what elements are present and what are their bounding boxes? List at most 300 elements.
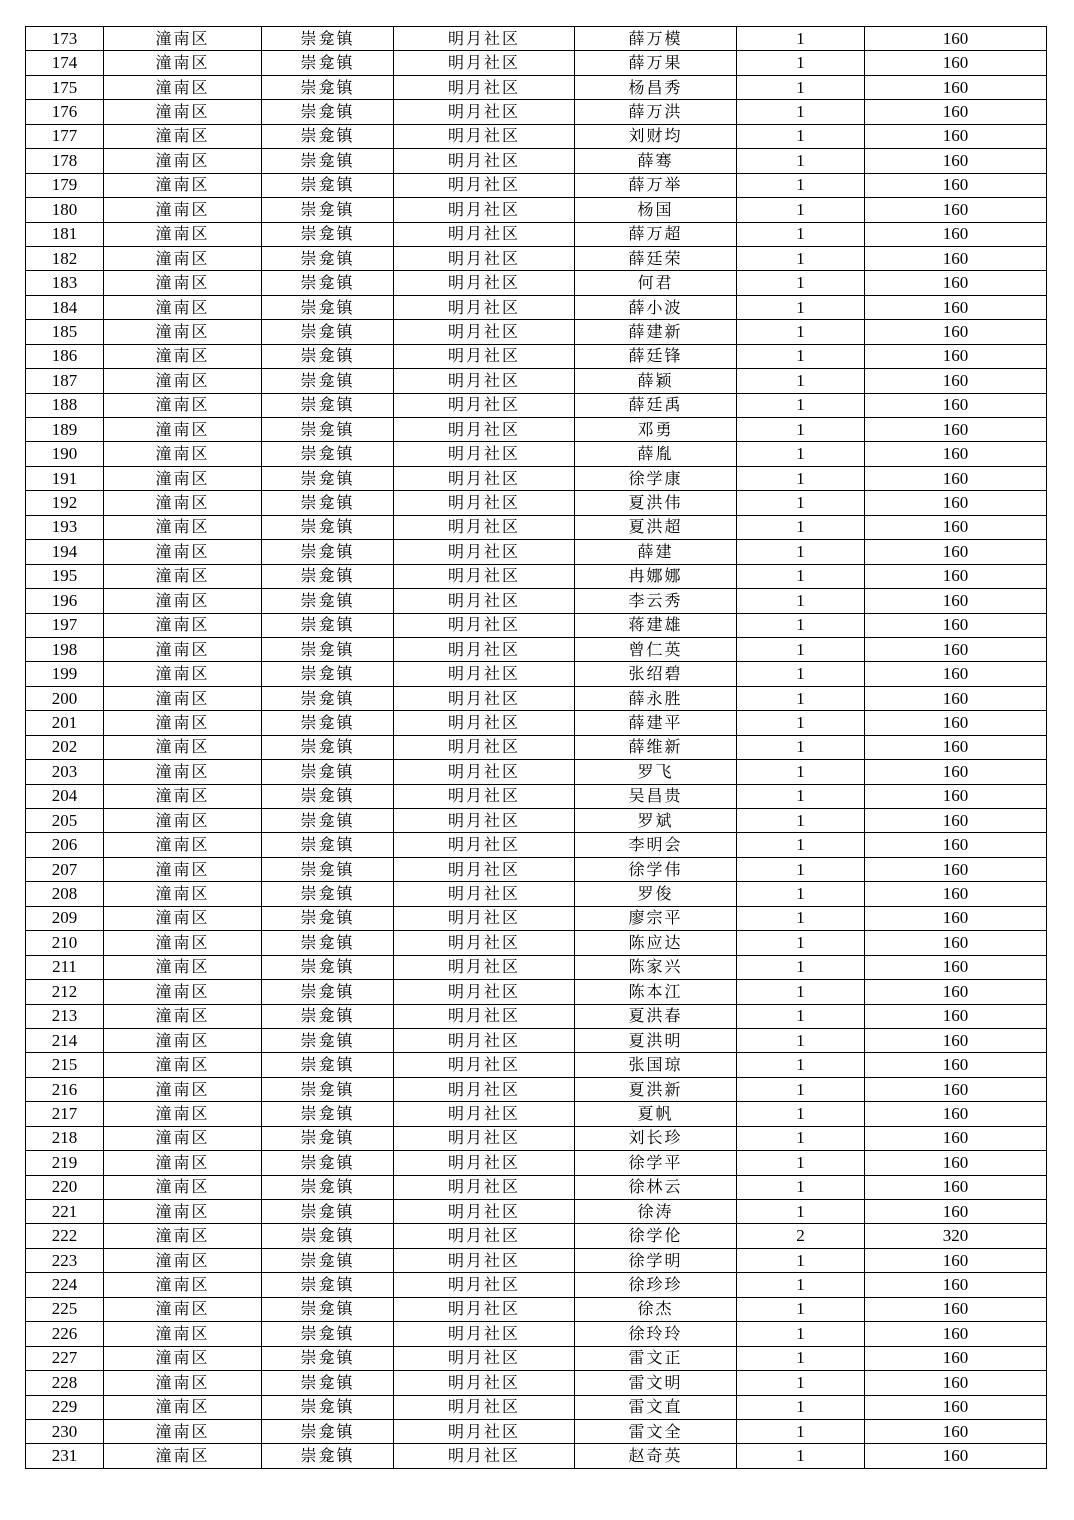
community-cell: 明月社区 <box>394 1224 575 1248</box>
amount-cell: 160 <box>865 760 1047 784</box>
row-number-cell: 213 <box>26 1004 104 1028</box>
district-cell: 潼南区 <box>104 637 262 661</box>
row-number-cell: 210 <box>26 931 104 955</box>
row-number-cell: 224 <box>26 1273 104 1297</box>
table-row <box>26 857 1047 881</box>
community-cell: 明月社区 <box>394 760 575 784</box>
district-cell: 潼南区 <box>104 222 262 246</box>
table-row <box>26 344 1047 368</box>
person-name-cell: 刘财均 <box>575 124 737 148</box>
row-number-cell: 206 <box>26 833 104 857</box>
town-cell: 崇龛镇 <box>262 173 394 197</box>
amount-cell: 160 <box>865 51 1047 75</box>
row-number-cell: 218 <box>26 1126 104 1150</box>
community-cell: 明月社区 <box>394 418 575 442</box>
row-number-cell: 178 <box>26 149 104 173</box>
town-cell: 崇龛镇 <box>262 686 394 710</box>
amount-cell: 160 <box>865 344 1047 368</box>
community-cell: 明月社区 <box>394 784 575 808</box>
count-cell: 1 <box>737 735 865 759</box>
person-name-cell: 徐林云 <box>575 1175 737 1199</box>
table-row <box>26 1028 1047 1052</box>
count-cell: 1 <box>737 1102 865 1126</box>
town-cell: 崇龛镇 <box>262 760 394 784</box>
community-cell: 明月社区 <box>394 1175 575 1199</box>
district-cell: 潼南区 <box>104 882 262 906</box>
town-cell: 崇龛镇 <box>262 857 394 881</box>
town-cell: 崇龛镇 <box>262 735 394 759</box>
table-row <box>26 1004 1047 1028</box>
community-cell: 明月社区 <box>394 173 575 197</box>
person-name-cell: 徐杰 <box>575 1297 737 1321</box>
subsidy-table <box>25 26 1047 1469</box>
town-cell: 崇龛镇 <box>262 369 394 393</box>
amount-cell: 160 <box>865 711 1047 735</box>
amount-cell: 160 <box>865 931 1047 955</box>
person-name-cell: 罗俊 <box>575 882 737 906</box>
amount-cell: 160 <box>865 27 1047 51</box>
amount-cell: 160 <box>865 1444 1047 1468</box>
table-row <box>26 540 1047 564</box>
table-row <box>26 1248 1047 1272</box>
count-cell: 1 <box>737 369 865 393</box>
town-cell: 崇龛镇 <box>262 1297 394 1321</box>
district-cell: 潼南区 <box>104 1053 262 1077</box>
person-name-cell: 薛骞 <box>575 149 737 173</box>
amount-cell: 160 <box>865 1175 1047 1199</box>
person-name-cell: 薛廷禹 <box>575 393 737 417</box>
person-name-cell: 刘长珍 <box>575 1126 737 1150</box>
district-cell: 潼南区 <box>104 662 262 686</box>
community-cell: 明月社区 <box>394 491 575 515</box>
row-number-cell: 177 <box>26 124 104 148</box>
community-cell: 明月社区 <box>394 980 575 1004</box>
community-cell: 明月社区 <box>394 735 575 759</box>
person-name-cell: 陈应达 <box>575 931 737 955</box>
town-cell: 崇龛镇 <box>262 1200 394 1224</box>
table-row <box>26 222 1047 246</box>
district-cell: 潼南区 <box>104 369 262 393</box>
town-cell: 崇龛镇 <box>262 613 394 637</box>
community-cell: 明月社区 <box>394 149 575 173</box>
town-cell: 崇龛镇 <box>262 295 394 319</box>
table-row <box>26 173 1047 197</box>
row-number-cell: 227 <box>26 1346 104 1370</box>
row-number-cell: 192 <box>26 491 104 515</box>
table-row <box>26 1200 1047 1224</box>
community-cell: 明月社区 <box>394 1151 575 1175</box>
town-cell: 崇龛镇 <box>262 198 394 222</box>
community-cell: 明月社区 <box>394 295 575 319</box>
community-cell: 明月社区 <box>394 1028 575 1052</box>
person-name-cell: 徐珍珍 <box>575 1273 737 1297</box>
table-row <box>26 955 1047 979</box>
community-cell: 明月社区 <box>394 637 575 661</box>
row-number-cell: 216 <box>26 1077 104 1101</box>
community-cell: 明月社区 <box>394 1126 575 1150</box>
row-number-cell: 179 <box>26 173 104 197</box>
community-cell: 明月社区 <box>394 1053 575 1077</box>
town-cell: 崇龛镇 <box>262 466 394 490</box>
town-cell: 崇龛镇 <box>262 564 394 588</box>
district-cell: 潼南区 <box>104 735 262 759</box>
person-name-cell: 夏洪伟 <box>575 491 737 515</box>
row-number-cell: 195 <box>26 564 104 588</box>
amount-cell: 160 <box>865 1273 1047 1297</box>
town-cell: 崇龛镇 <box>262 980 394 1004</box>
amount-cell: 160 <box>865 246 1047 270</box>
row-number-cell: 176 <box>26 100 104 124</box>
table-row <box>26 1175 1047 1199</box>
person-name-cell: 徐学平 <box>575 1151 737 1175</box>
count-cell: 1 <box>737 320 865 344</box>
table-row <box>26 1102 1047 1126</box>
count-cell: 1 <box>737 51 865 75</box>
count-cell: 1 <box>737 833 865 857</box>
person-name-cell: 罗飞 <box>575 760 737 784</box>
district-cell: 潼南区 <box>104 51 262 75</box>
town-cell: 崇龛镇 <box>262 1273 394 1297</box>
table-row <box>26 1151 1047 1175</box>
town-cell: 崇龛镇 <box>262 540 394 564</box>
community-cell: 明月社区 <box>394 1444 575 1468</box>
person-name-cell: 夏洪春 <box>575 1004 737 1028</box>
community-cell: 明月社区 <box>394 906 575 930</box>
table-row <box>26 1346 1047 1370</box>
person-name-cell: 薛建新 <box>575 320 737 344</box>
person-name-cell: 薛颖 <box>575 369 737 393</box>
count-cell: 1 <box>737 564 865 588</box>
table-row <box>26 931 1047 955</box>
community-cell: 明月社区 <box>394 857 575 881</box>
town-cell: 崇龛镇 <box>262 515 394 539</box>
community-cell: 明月社区 <box>394 1077 575 1101</box>
table-row <box>26 1077 1047 1101</box>
person-name-cell: 杨昌秀 <box>575 75 737 99</box>
district-cell: 潼南区 <box>104 393 262 417</box>
town-cell: 崇龛镇 <box>262 809 394 833</box>
person-name-cell: 夏洪超 <box>575 515 737 539</box>
community-cell: 明月社区 <box>394 100 575 124</box>
row-number-cell: 175 <box>26 75 104 99</box>
district-cell: 潼南区 <box>104 1371 262 1395</box>
count-cell: 1 <box>737 1126 865 1150</box>
person-name-cell: 徐学伟 <box>575 857 737 881</box>
person-name-cell: 李明会 <box>575 833 737 857</box>
table-row <box>26 882 1047 906</box>
district-cell: 潼南区 <box>104 271 262 295</box>
community-cell: 明月社区 <box>394 1273 575 1297</box>
community-cell: 明月社区 <box>394 222 575 246</box>
town-cell: 崇龛镇 <box>262 75 394 99</box>
district-cell: 潼南区 <box>104 344 262 368</box>
count-cell: 1 <box>737 222 865 246</box>
amount-cell: 160 <box>865 662 1047 686</box>
community-cell: 明月社区 <box>394 711 575 735</box>
amount-cell: 160 <box>865 75 1047 99</box>
district-cell: 潼南区 <box>104 1273 262 1297</box>
community-cell: 明月社区 <box>394 1346 575 1370</box>
count-cell: 1 <box>737 1077 865 1101</box>
community-cell: 明月社区 <box>394 1395 575 1419</box>
district-cell: 潼南区 <box>104 711 262 735</box>
district-cell: 潼南区 <box>104 1297 262 1321</box>
person-name-cell: 张国琼 <box>575 1053 737 1077</box>
count-cell: 1 <box>737 344 865 368</box>
table-row <box>26 784 1047 808</box>
count-cell: 1 <box>737 1444 865 1468</box>
table-row <box>26 906 1047 930</box>
community-cell: 明月社区 <box>394 515 575 539</box>
row-number-cell: 231 <box>26 1444 104 1468</box>
row-number-cell: 225 <box>26 1297 104 1321</box>
town-cell: 崇龛镇 <box>262 1175 394 1199</box>
table-row <box>26 1444 1047 1468</box>
person-name-cell: 廖宗平 <box>575 906 737 930</box>
community-cell: 明月社区 <box>394 1371 575 1395</box>
town-cell: 崇龛镇 <box>262 418 394 442</box>
amount-cell: 160 <box>865 809 1047 833</box>
district-cell: 潼南区 <box>104 1077 262 1101</box>
town-cell: 崇龛镇 <box>262 784 394 808</box>
table-row <box>26 686 1047 710</box>
count-cell: 1 <box>737 589 865 613</box>
count-cell: 1 <box>737 1322 865 1346</box>
count-cell: 1 <box>737 198 865 222</box>
person-name-cell: 薛廷荣 <box>575 246 737 270</box>
count-cell: 1 <box>737 540 865 564</box>
table-row <box>26 466 1047 490</box>
amount-cell: 160 <box>865 1395 1047 1419</box>
row-number-cell: 182 <box>26 246 104 270</box>
person-name-cell: 罗斌 <box>575 809 737 833</box>
row-number-cell: 221 <box>26 1200 104 1224</box>
amount-cell: 160 <box>865 735 1047 759</box>
row-number-cell: 180 <box>26 198 104 222</box>
row-number-cell: 174 <box>26 51 104 75</box>
table-row <box>26 613 1047 637</box>
town-cell: 崇龛镇 <box>262 393 394 417</box>
count-cell: 1 <box>737 637 865 661</box>
amount-cell: 160 <box>865 955 1047 979</box>
person-name-cell: 薛建 <box>575 540 737 564</box>
count-cell: 1 <box>737 686 865 710</box>
community-cell: 明月社区 <box>394 564 575 588</box>
table-row <box>26 637 1047 661</box>
row-number-cell: 215 <box>26 1053 104 1077</box>
table-row <box>26 198 1047 222</box>
row-number-cell: 223 <box>26 1248 104 1272</box>
district-cell: 潼南区 <box>104 491 262 515</box>
town-cell: 崇龛镇 <box>262 51 394 75</box>
count-cell: 1 <box>737 809 865 833</box>
table-row <box>26 1053 1047 1077</box>
person-name-cell: 李云秀 <box>575 589 737 613</box>
amount-cell: 160 <box>865 100 1047 124</box>
town-cell: 崇龛镇 <box>262 246 394 270</box>
table-row <box>26 75 1047 99</box>
district-cell: 潼南区 <box>104 686 262 710</box>
district-cell: 潼南区 <box>104 295 262 319</box>
amount-cell: 160 <box>865 882 1047 906</box>
town-cell: 崇龛镇 <box>262 320 394 344</box>
amount-cell: 160 <box>865 393 1047 417</box>
amount-cell: 160 <box>865 320 1047 344</box>
count-cell: 1 <box>737 1248 865 1272</box>
amount-cell: 160 <box>865 295 1047 319</box>
count-cell: 1 <box>737 882 865 906</box>
row-number-cell: 230 <box>26 1419 104 1443</box>
community-cell: 明月社区 <box>394 662 575 686</box>
town-cell: 崇龛镇 <box>262 27 394 51</box>
district-cell: 潼南区 <box>104 1395 262 1419</box>
person-name-cell: 徐玲玲 <box>575 1322 737 1346</box>
table-body <box>26 27 1047 1469</box>
community-cell: 明月社区 <box>394 686 575 710</box>
amount-cell: 160 <box>865 540 1047 564</box>
table-row <box>26 246 1047 270</box>
district-cell: 潼南区 <box>104 246 262 270</box>
community-cell: 明月社区 <box>394 124 575 148</box>
row-number-cell: 214 <box>26 1028 104 1052</box>
town-cell: 崇龛镇 <box>262 1322 394 1346</box>
row-number-cell: 222 <box>26 1224 104 1248</box>
district-cell: 潼南区 <box>104 1028 262 1052</box>
district-cell: 潼南区 <box>104 100 262 124</box>
row-number-cell: 212 <box>26 980 104 1004</box>
row-number-cell: 209 <box>26 906 104 930</box>
amount-cell: 160 <box>865 1102 1047 1126</box>
person-name-cell: 吴昌贵 <box>575 784 737 808</box>
district-cell: 潼南区 <box>104 1102 262 1126</box>
count-cell: 1 <box>737 491 865 515</box>
row-number-cell: 181 <box>26 222 104 246</box>
district-cell: 潼南区 <box>104 809 262 833</box>
count-cell: 1 <box>737 760 865 784</box>
table-row <box>26 1419 1047 1443</box>
town-cell: 崇龛镇 <box>262 1004 394 1028</box>
district-cell: 潼南区 <box>104 1224 262 1248</box>
row-number-cell: 217 <box>26 1102 104 1126</box>
table-row <box>26 320 1047 344</box>
district-cell: 潼南区 <box>104 589 262 613</box>
community-cell: 明月社区 <box>394 931 575 955</box>
town-cell: 崇龛镇 <box>262 662 394 686</box>
community-cell: 明月社区 <box>394 589 575 613</box>
row-number-cell: 197 <box>26 613 104 637</box>
row-number-cell: 211 <box>26 955 104 979</box>
person-name-cell: 曾仁英 <box>575 637 737 661</box>
amount-cell: 160 <box>865 564 1047 588</box>
table-row <box>26 149 1047 173</box>
district-cell: 潼南区 <box>104 540 262 564</box>
amount-cell: 160 <box>865 833 1047 857</box>
count-cell: 1 <box>737 1297 865 1321</box>
community-cell: 明月社区 <box>394 27 575 51</box>
table-row <box>26 1224 1047 1248</box>
count-cell: 1 <box>737 1175 865 1199</box>
row-number-cell: 198 <box>26 637 104 661</box>
amount-cell: 160 <box>865 1346 1047 1370</box>
community-cell: 明月社区 <box>394 1297 575 1321</box>
district-cell: 潼南区 <box>104 124 262 148</box>
table-row <box>26 295 1047 319</box>
person-name-cell: 徐学伦 <box>575 1224 737 1248</box>
community-cell: 明月社区 <box>394 882 575 906</box>
row-number-cell: 202 <box>26 735 104 759</box>
person-name-cell: 陈本江 <box>575 980 737 1004</box>
table-row <box>26 1371 1047 1395</box>
count-cell: 1 <box>737 466 865 490</box>
community-cell: 明月社区 <box>394 246 575 270</box>
amount-cell: 160 <box>865 686 1047 710</box>
table-row <box>26 369 1047 393</box>
district-cell: 潼南区 <box>104 613 262 637</box>
count-cell: 1 <box>737 1371 865 1395</box>
count-cell: 1 <box>737 1151 865 1175</box>
district-cell: 潼南区 <box>104 1151 262 1175</box>
table-row <box>26 589 1047 613</box>
district-cell: 潼南区 <box>104 1322 262 1346</box>
count-cell: 1 <box>737 295 865 319</box>
district-cell: 潼南区 <box>104 320 262 344</box>
person-name-cell: 薛维新 <box>575 735 737 759</box>
community-cell: 明月社区 <box>394 393 575 417</box>
amount-cell: 160 <box>865 906 1047 930</box>
town-cell: 崇龛镇 <box>262 1053 394 1077</box>
town-cell: 崇龛镇 <box>262 1419 394 1443</box>
count-cell: 1 <box>737 393 865 417</box>
count-cell: 1 <box>737 1419 865 1443</box>
amount-cell: 160 <box>865 271 1047 295</box>
district-cell: 潼南区 <box>104 173 262 197</box>
person-name-cell: 杨国 <box>575 198 737 222</box>
count-cell: 1 <box>737 711 865 735</box>
amount-cell: 160 <box>865 1297 1047 1321</box>
count-cell: 1 <box>737 442 865 466</box>
district-cell: 潼南区 <box>104 1346 262 1370</box>
table-row <box>26 271 1047 295</box>
count-cell: 1 <box>737 27 865 51</box>
row-number-cell: 190 <box>26 442 104 466</box>
count-cell: 1 <box>737 1200 865 1224</box>
town-cell: 崇龛镇 <box>262 344 394 368</box>
row-number-cell: 188 <box>26 393 104 417</box>
community-cell: 明月社区 <box>394 955 575 979</box>
row-number-cell: 183 <box>26 271 104 295</box>
town-cell: 崇龛镇 <box>262 833 394 857</box>
town-cell: 崇龛镇 <box>262 100 394 124</box>
amount-cell: 160 <box>865 1248 1047 1272</box>
row-number-cell: 184 <box>26 295 104 319</box>
table-row <box>26 1126 1047 1150</box>
amount-cell: 160 <box>865 1151 1047 1175</box>
amount-cell: 160 <box>865 442 1047 466</box>
amount-cell: 160 <box>865 198 1047 222</box>
community-cell: 明月社区 <box>394 271 575 295</box>
district-cell: 潼南区 <box>104 418 262 442</box>
district-cell: 潼南区 <box>104 75 262 99</box>
town-cell: 崇龛镇 <box>262 1077 394 1101</box>
count-cell: 1 <box>737 613 865 637</box>
community-cell: 明月社区 <box>394 540 575 564</box>
district-cell: 潼南区 <box>104 833 262 857</box>
count-cell: 1 <box>737 124 865 148</box>
town-cell: 崇龛镇 <box>262 1102 394 1126</box>
district-cell: 潼南区 <box>104 955 262 979</box>
district-cell: 潼南区 <box>104 760 262 784</box>
community-cell: 明月社区 <box>394 320 575 344</box>
